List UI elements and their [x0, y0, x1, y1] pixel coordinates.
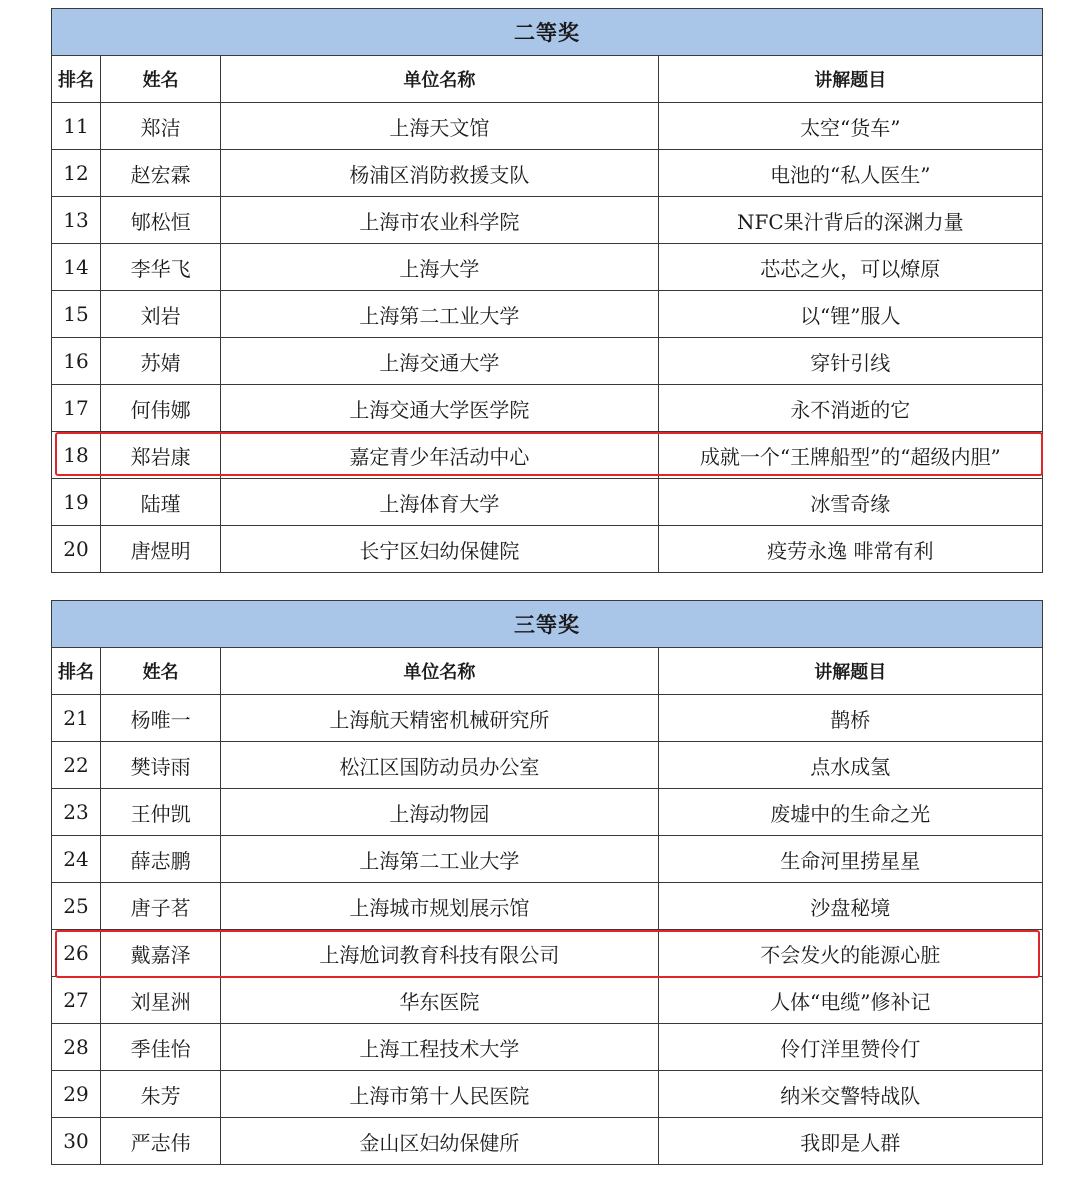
name-cell: 戴嘉泽	[101, 930, 221, 977]
column-header-unit: 单位名称	[221, 648, 658, 695]
third-prize-title: 三等奖	[52, 601, 1043, 648]
rank-cell: 23	[52, 789, 101, 836]
rank-cell: 12	[52, 150, 101, 197]
unit-cell: 上海交通大学	[221, 338, 658, 385]
rank-cell: 16	[52, 338, 101, 385]
table-row	[52, 103, 1043, 150]
unit-cell: 长宁区妇幼保健院	[221, 526, 658, 573]
rank-cell: 19	[52, 479, 101, 526]
column-header-unit: 单位名称	[221, 56, 658, 103]
rank-cell: 15	[52, 291, 101, 338]
topic-cell: 芯芯之火，可以燎原	[658, 244, 1042, 291]
rank-cell: 20	[52, 526, 101, 573]
name-cell: 郑岩康	[101, 432, 221, 479]
table-row	[52, 479, 1043, 526]
topic-cell: 鹊桥	[658, 695, 1042, 742]
rank-cell: 24	[52, 836, 101, 883]
table-row	[52, 695, 1043, 742]
topic-cell: 穿针引线	[658, 338, 1042, 385]
third-prize-table	[51, 600, 1043, 1165]
topic-cell: 纳米交警特战队	[658, 1071, 1042, 1118]
topic-cell: NFC果汁背后的深渊力量	[658, 197, 1042, 244]
table-header-row	[52, 56, 1043, 103]
unit-cell: 上海体育大学	[221, 479, 658, 526]
name-cell: 朱芳	[101, 1071, 221, 1118]
table-row	[52, 1118, 1043, 1165]
table-row	[52, 432, 1043, 479]
unit-cell: 金山区妇幼保健所	[221, 1118, 658, 1165]
unit-cell: 上海交通大学医学院	[221, 385, 658, 432]
unit-cell: 上海工程技术大学	[221, 1024, 658, 1071]
unit-cell: 上海城市规划展示馆	[221, 883, 658, 930]
unit-cell: 上海航天精密机械研究所	[221, 695, 658, 742]
unit-cell: 上海动物园	[221, 789, 658, 836]
table-row	[52, 244, 1043, 291]
topic-cell: 不会发火的能源心脏	[658, 930, 1042, 977]
second-prize-table	[51, 8, 1043, 573]
unit-cell: 杨浦区消防救援支队	[221, 150, 658, 197]
name-cell: 薛志鹏	[101, 836, 221, 883]
column-header-topic: 讲解题目	[658, 648, 1042, 695]
name-cell: 严志伟	[101, 1118, 221, 1165]
table-row	[52, 789, 1043, 836]
table-row	[52, 385, 1043, 432]
unit-cell: 松江区国防动员办公室	[221, 742, 658, 789]
topic-cell: 废墟中的生命之光	[658, 789, 1042, 836]
topic-cell: 冰雪奇缘	[658, 479, 1042, 526]
table-row	[52, 930, 1043, 977]
topic-cell: 伶仃洋里赞伶仃	[658, 1024, 1042, 1071]
rank-cell: 22	[52, 742, 101, 789]
rank-cell: 11	[52, 103, 101, 150]
table-row	[52, 338, 1043, 385]
topic-cell: 点水成氢	[658, 742, 1042, 789]
rank-cell: 21	[52, 695, 101, 742]
name-cell: 杨唯一	[101, 695, 221, 742]
unit-cell: 华东医院	[221, 977, 658, 1024]
unit-cell: 上海大学	[221, 244, 658, 291]
topic-cell: 沙盘秘境	[658, 883, 1042, 930]
rank-cell: 28	[52, 1024, 101, 1071]
name-cell: 李华飞	[101, 244, 221, 291]
name-cell: 季佳怡	[101, 1024, 221, 1071]
name-cell: 唐煜明	[101, 526, 221, 573]
column-header-name: 姓名	[101, 56, 221, 103]
column-header-rank: 排名	[52, 648, 101, 695]
name-cell: 唐子茗	[101, 883, 221, 930]
name-cell: 刘星洲	[101, 977, 221, 1024]
table-row	[52, 1024, 1043, 1071]
name-cell: 赵宏霖	[101, 150, 221, 197]
rank-cell: 27	[52, 977, 101, 1024]
name-cell: 樊诗雨	[101, 742, 221, 789]
table-row	[52, 836, 1043, 883]
unit-cell: 上海第二工业大学	[221, 836, 658, 883]
name-cell: 郇松恒	[101, 197, 221, 244]
table-row	[52, 1071, 1043, 1118]
table-row	[52, 197, 1043, 244]
column-header-name: 姓名	[101, 648, 221, 695]
topic-cell: 太空“货车”	[658, 103, 1042, 150]
name-cell: 刘岩	[101, 291, 221, 338]
unit-cell: 上海市农业科学院	[221, 197, 658, 244]
rank-cell: 29	[52, 1071, 101, 1118]
column-header-rank: 排名	[52, 56, 101, 103]
name-cell: 苏婧	[101, 338, 221, 385]
column-header-topic: 讲解题目	[658, 56, 1042, 103]
name-cell: 郑洁	[101, 103, 221, 150]
rank-cell: 30	[52, 1118, 101, 1165]
table-title-row	[52, 9, 1043, 56]
unit-cell: 上海第二工业大学	[221, 291, 658, 338]
table-row	[52, 742, 1043, 789]
topic-cell: 永不消逝的它	[658, 385, 1042, 432]
rank-cell: 17	[52, 385, 101, 432]
table-row	[52, 150, 1043, 197]
table-row	[52, 883, 1043, 930]
topic-cell: 生命河里捞星星	[658, 836, 1042, 883]
unit-cell: 上海尬词教育科技有限公司	[221, 930, 658, 977]
topic-cell: 疫劳永逸 啡常有利	[658, 526, 1042, 573]
name-cell: 何伟娜	[101, 385, 221, 432]
topic-cell: 人体“电缆”修补记	[658, 977, 1042, 1024]
rank-cell: 13	[52, 197, 101, 244]
unit-cell: 上海天文馆	[221, 103, 658, 150]
unit-cell: 嘉定青少年活动中心	[221, 432, 658, 479]
rank-cell: 26	[52, 930, 101, 977]
unit-cell: 上海市第十人民医院	[221, 1071, 658, 1118]
table-title-row	[52, 601, 1043, 648]
rank-cell: 14	[52, 244, 101, 291]
rank-cell: 25	[52, 883, 101, 930]
table-row	[52, 977, 1043, 1024]
name-cell: 陆瑾	[101, 479, 221, 526]
topic-cell: 以“锂”服人	[658, 291, 1042, 338]
topic-cell: 我即是人群	[658, 1118, 1042, 1165]
table-row	[52, 526, 1043, 573]
topic-cell: 成就一个“王牌船型”的“超级内胆”	[658, 432, 1042, 479]
table-row	[52, 291, 1043, 338]
second-prize-title: 二等奖	[52, 9, 1043, 56]
rank-cell: 18	[52, 432, 101, 479]
table-header-row	[52, 648, 1043, 695]
name-cell: 王仲凯	[101, 789, 221, 836]
topic-cell: 电池的“私人医生”	[658, 150, 1042, 197]
